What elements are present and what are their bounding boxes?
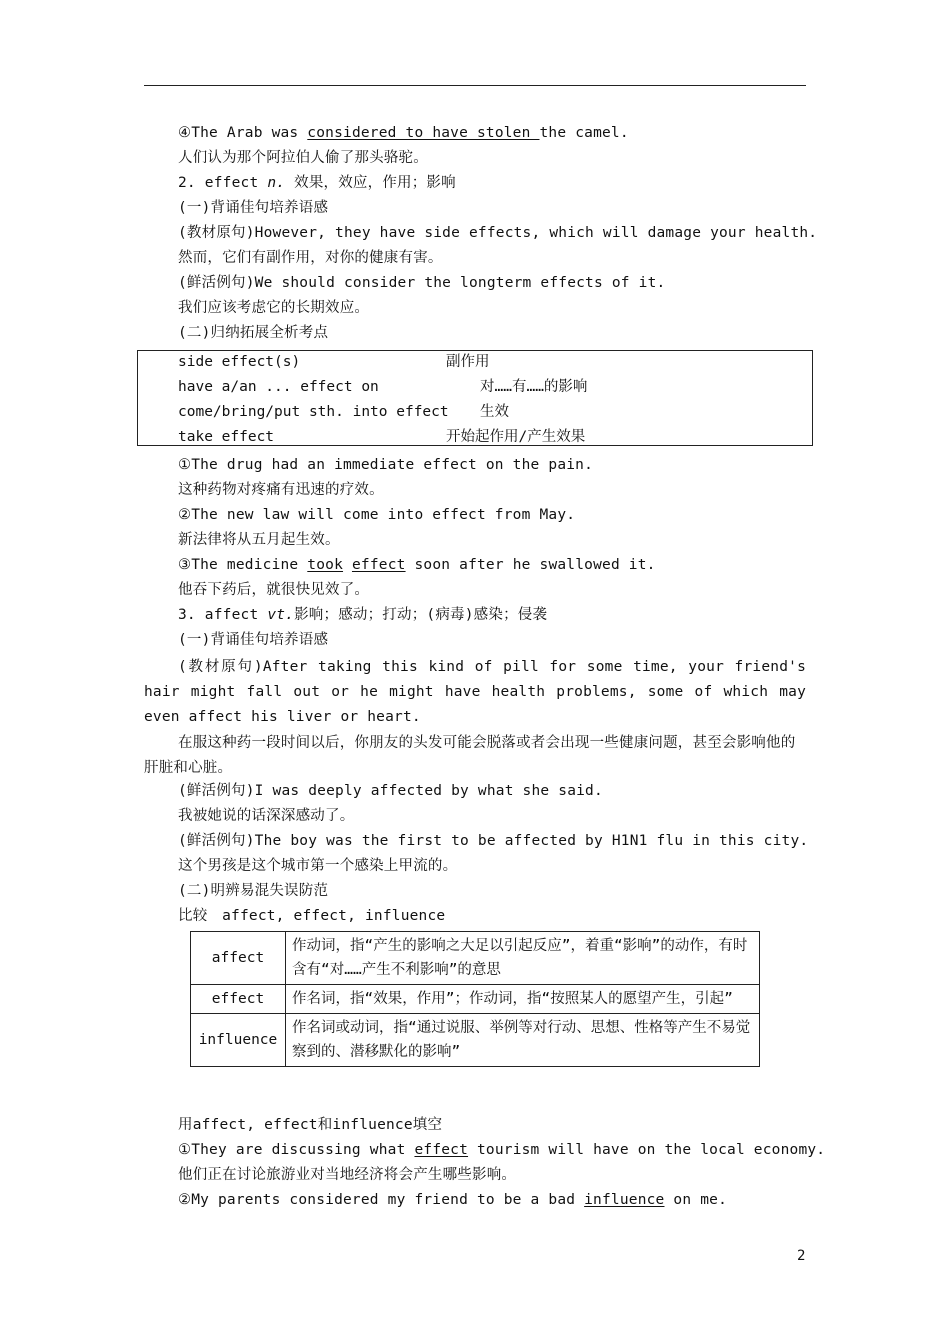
phrase-box (137, 350, 813, 446)
fresh-example-2-translation: 我被她说的话深深感动了。 (178, 808, 355, 824)
fresh-example: (鲜活例句)We should consider the longterm effects of it. (178, 275, 666, 291)
fill-title: 用affect, effect和influence填空 (178, 1117, 443, 1133)
table-row (191, 932, 760, 985)
phrase-en: come/bring/put sth. into effect (178, 404, 449, 420)
table-row (191, 1014, 760, 1067)
heading-effect: 2. effect n. 效果，效应，作用；影响 (178, 175, 456, 191)
effect-example-1: ①The drug had an immediate effect on the pain. (178, 457, 594, 473)
compare-desc: 作名词或动词，指“通过说服、举例等对行动、思想、性格等产生不易觉察到的、潜移默化的影响” (286, 1014, 760, 1067)
textbook-paragraph-translation: 在服这种药一段时间以后，你朋友的头发可能会脱落或者会出现一些健康问题，甚至会影响他的肝脏和心脏。 (144, 735, 796, 776)
phrase-en: side effect(s) (178, 354, 301, 370)
fill-example-1: ①They are discussing what effect tourism will have on the local economy. (178, 1142, 826, 1158)
textbook-translation: 然而，它们有副作用，对你的健康有害。 (178, 250, 443, 266)
fill-example-2: ②My parents considered my friend to be a bad influence on me. (178, 1192, 727, 1208)
textbook-paragraph: (教材原句)After taking this kind of pill for some time, your friend's hair might fall out or he might have health problems, some of which may even affect his liver or heart. (144, 659, 806, 725)
compare-word: effect (191, 985, 286, 1014)
header-rule (144, 85, 806, 86)
textbook-sentence: (教材原句)However, they have side effects, which will damage your health. (178, 225, 818, 241)
heading-affect: 3. affect vt.影响；感动；打动；(病毒)感染；侵袭 (178, 607, 548, 623)
effect-example-2: ②The new law will come into effect from May. (178, 507, 576, 523)
fresh-example-3: (鲜活例句)The boy was the first to be affected by H1N1 flu in this city. (178, 833, 809, 849)
example-4: ④The Arab was considered to have stolen the camel. (178, 125, 629, 141)
section-expand: (二)归纳拓展全析考点 (178, 325, 329, 341)
phrase-cn: 对……有……的影响 (480, 379, 588, 395)
phrase-cn: 开始起作用/产生效果 (446, 429, 586, 445)
page-number: 2 (797, 1248, 806, 1264)
effect-example-3-translation: 他吞下药后，就很快见效了。 (178, 582, 370, 598)
fresh-example-2: (鲜活例句)I was deeply affected by what she said. (178, 783, 603, 799)
compare-desc: 作动词，指“产生的影响之大足以引起反应”，着重“影响”的动作，有时含有“对……产生不利影响”的意思 (286, 932, 760, 985)
effect-example-3: ③The medicine took effect soon after he swallowed it. (178, 557, 656, 573)
section-distinguish: (二)明辨易混失误防范 (178, 883, 329, 899)
section-recite: (一)背诵佳句培养语感 (178, 200, 329, 216)
fresh-translation: 我们应该考虑它的长期效应。 (178, 300, 370, 316)
phrase-en: take effect (178, 429, 275, 445)
effect-example-2-translation: 新法律将从五月起生效。 (178, 532, 340, 548)
compare-desc: 作名词，指“效果，作用”；作动词，指“按照某人的愿望产生，引起” (286, 985, 760, 1014)
fresh-example-3-translation: 这个男孩是这个城市第一个感染上甲流的。 (178, 858, 458, 874)
effect-example-1-translation: 这种药物对疼痛有迅速的疗效。 (178, 482, 384, 498)
compare-word: affect (191, 932, 286, 985)
phrase-cn: 生效 (480, 404, 509, 420)
compare-table (190, 931, 760, 1067)
phrase-en: have a/an ... effect on (178, 379, 379, 395)
example-4-translation: 人们认为那个阿拉伯人偷了那头骆驼。 (178, 150, 428, 166)
fill-example-1-translation: 他们正在讨论旅游业对当地经济将会产生哪些影响。 (178, 1167, 517, 1183)
compare-word: influence (191, 1014, 286, 1067)
section-recite-2: (一)背诵佳句培养语感 (178, 632, 329, 648)
table-row (191, 985, 760, 1014)
compare-title: 比较 affect, effect, influence (178, 908, 446, 924)
phrase-cn: 副作用 (446, 354, 490, 370)
